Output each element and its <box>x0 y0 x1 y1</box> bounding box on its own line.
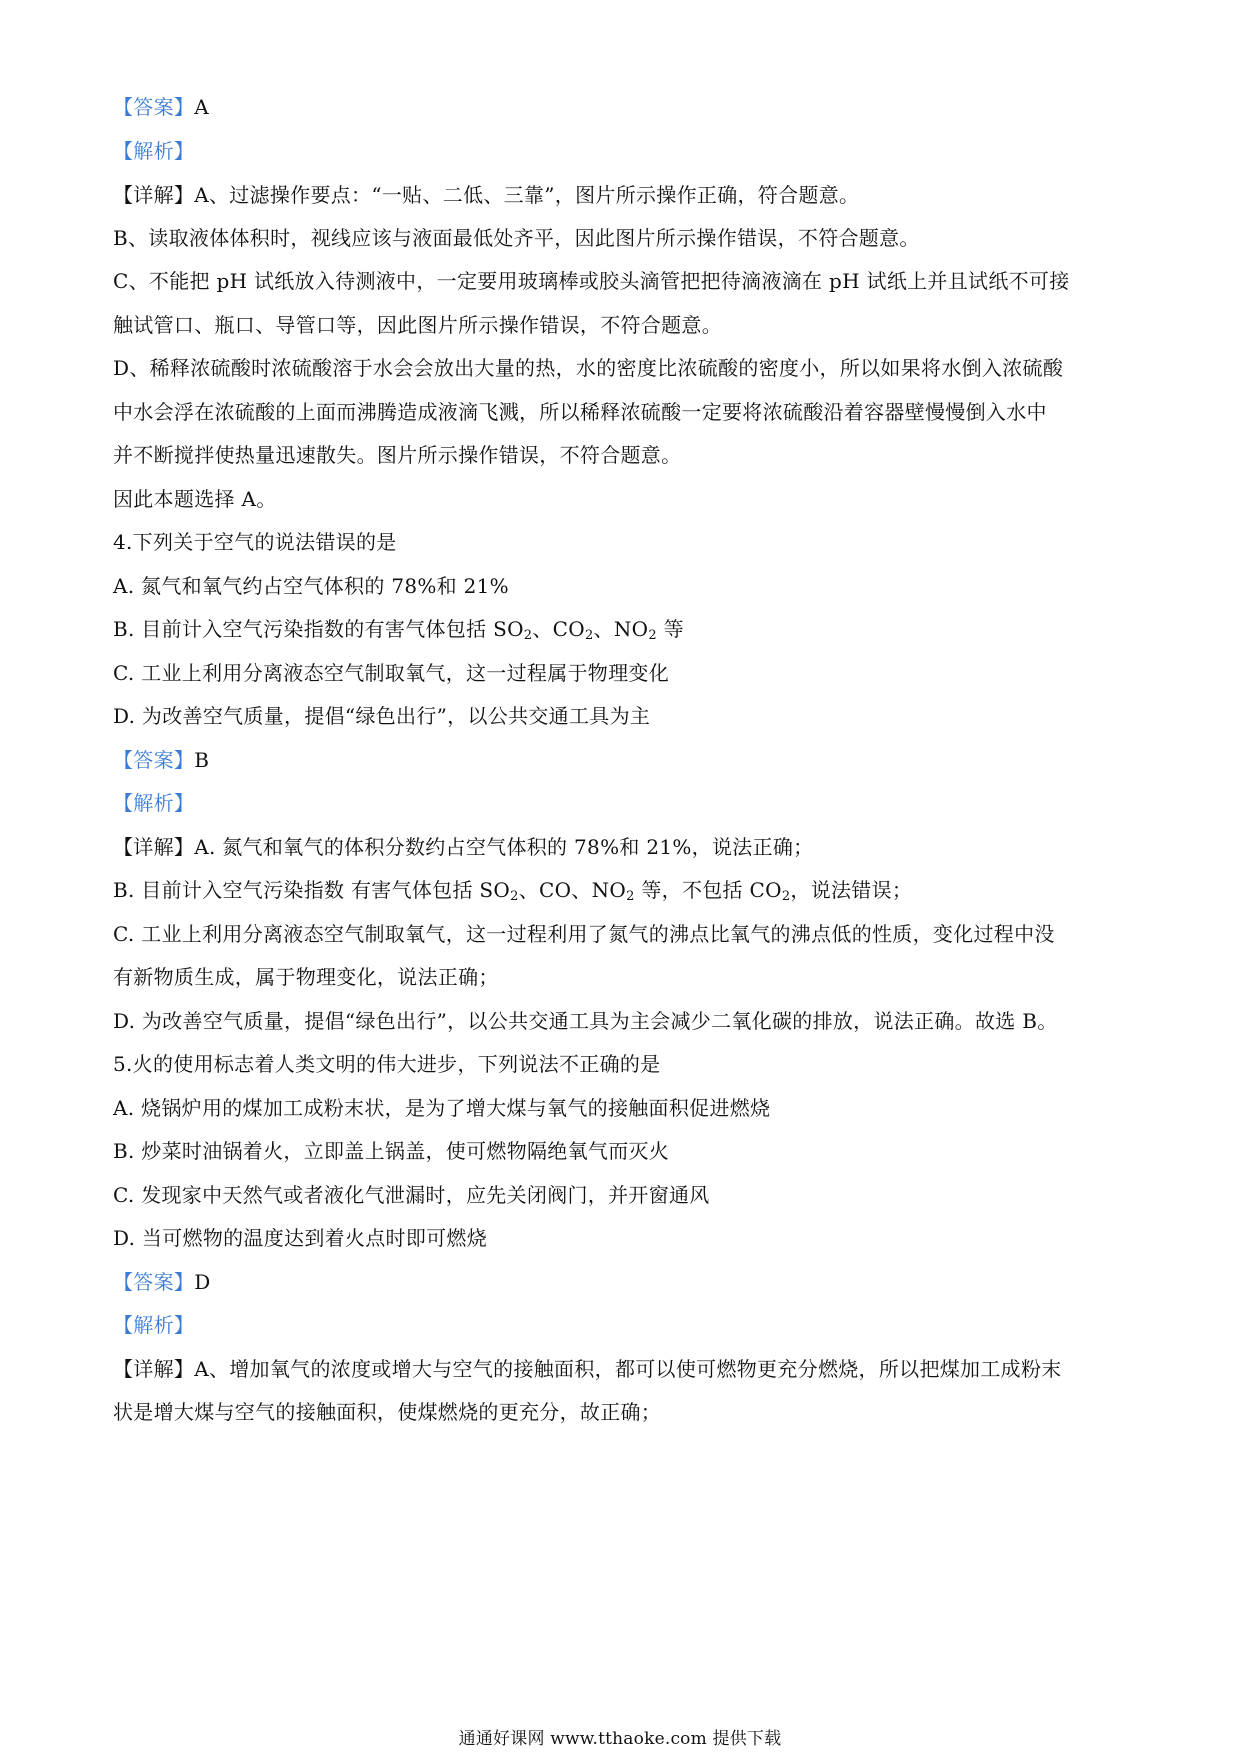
page-footer: 通通好课网 www.tthaoke.com 提供下载 <box>458 1729 782 1749</box>
q4-detail-c-line1: C. 工业上利用分离液态空气制取氧气，这一过程利用了氮气的沸点比氧气的沸点低的性质，变化过程中没 <box>113 922 1055 946</box>
q4-detail-a <box>113 832 1143 862</box>
option-b-text: B. 目前计入空气污染指数的有害气体包括 SO <box>113 617 524 641</box>
q5-detail-a-line1 <box>113 1354 1143 1384</box>
q3-detail-d-line3: 并不断搅拌使热量迅速散失。图片所示操作错误，不符合题意。 <box>113 443 682 467</box>
q3-answer <box>113 92 1143 122</box>
q5-option-d: D. 当可燃物的温度达到着火点时即可燃烧 <box>113 1226 488 1250</box>
q3-analysis <box>113 136 1143 166</box>
subscript: 2 <box>781 889 791 904</box>
q4-stem: 4.下列关于空气的说法错误的是 <box>113 530 397 554</box>
analysis-tag: 【解析】 <box>113 1313 195 1337</box>
option-b-text: 等 <box>656 617 684 641</box>
answer-value: B <box>194 748 210 772</box>
subscript: 2 <box>648 628 657 643</box>
detail-tag: 【详解】 <box>113 183 195 207</box>
detail-tag: 【详解】 <box>113 835 195 859</box>
q4-option-d: D. 为改善空气质量，提倡“绿色出行”，以公共交通工具为主 <box>113 704 651 728</box>
q4-answer <box>113 745 1143 775</box>
q3-detail-d-line1: D、稀释浓硫酸时浓硫酸溶于水会会放出大量的热，水的密度比浓硫酸的密度小，所以如果将水倒入浓硫酸 <box>113 356 1064 380</box>
q3-detail-b: B、读取液体体积时，视线应该与液面最低处齐平，因此图片所示操作错误，不符合题意。 <box>113 226 920 250</box>
analysis-tag: 【解析】 <box>113 139 195 163</box>
q4-option-b <box>113 614 1143 644</box>
q4-detail-c-line2: 有新物质生成，属于物理变化，说法正确； <box>113 965 499 989</box>
subscript: 2 <box>626 889 635 904</box>
q4-option-c: C. 工业上利用分离液态空气制取氧气，这一过程属于物理变化 <box>113 661 670 685</box>
q5-answer <box>113 1267 1143 1297</box>
q4-detail-b <box>113 875 1143 905</box>
answer-tag: 【答案】 <box>113 95 195 119</box>
detail-b-text: 、CO、NO <box>518 878 627 902</box>
subscript: 2 <box>523 628 533 643</box>
detail-text: A. 氮气和氧气的体积分数约占空气体积的 78%和 21%，说法正确； <box>194 835 814 859</box>
answer-value: A <box>194 95 209 119</box>
subscript: 2 <box>510 889 519 904</box>
answer-tag: 【答案】 <box>113 1270 195 1294</box>
q4-detail-d: D. 为改善空气质量，提倡“绿色出行”，以公共交通工具为主会减少二氧化碳的排放，说法正确。故选 B。 <box>113 1009 1058 1033</box>
option-b-text: 、NO <box>593 617 649 641</box>
detail-text: A、过滤操作要点：“一贴、二低、三靠”，图片所示操作正确，符合题意。 <box>194 183 860 207</box>
q4-analysis <box>113 788 1143 818</box>
q3-detail-a <box>113 180 1143 210</box>
detail-b-text: B. 目前计入空气污染指数 有害气体包括 SO <box>113 878 511 902</box>
q5-option-a: A. 烧锅炉用的煤加工成粉末状，是为了增大煤与氧气的接触面积促进燃烧 <box>113 1096 771 1120</box>
answer-tag: 【答案】 <box>113 748 195 772</box>
q4-option-a: A. 氮气和氧气约占空气体积的 78%和 21% <box>113 574 509 598</box>
q3-detail-d-line2: 中水会浮在浓硫酸的上面而沸腾造成液滴飞溅，所以稀释浓硫酸一定要将浓硫酸沿着容器壁慢慢倒入水中 <box>113 400 1047 424</box>
q3-detail-c-line2: 触试管口、瓶口、导管口等，因此图片所示操作错误，不符合题意。 <box>113 313 722 337</box>
q3-detail-c-line1: C、不能把 pH 试纸放入待测液中，一定要用玻璃棒或胶头滴管把把待滴液滴在 pH 试纸上并且试纸不可接 <box>113 269 1070 293</box>
q5-option-b: B. 炒菜时油锅着火，立即盖上锅盖，使可燃物隔绝氧气而灭火 <box>113 1139 670 1163</box>
q5-analysis <box>113 1310 1143 1340</box>
detail-tag: 【详解】 <box>113 1357 195 1381</box>
q5-detail-a-line2: 状是增大煤与空气的接触面积，使煤燃烧的更充分，故正确； <box>113 1400 662 1424</box>
q3-conclusion: 因此本题选择 A。 <box>113 487 277 511</box>
q5-option-c: C. 发现家中天然气或者液化气泄漏时，应先关闭阀门，并开窗通风 <box>113 1183 710 1207</box>
answer-value: D <box>194 1270 211 1294</box>
analysis-tag: 【解析】 <box>113 791 195 815</box>
detail-b-text: 等，不包括 CO <box>634 878 782 902</box>
option-b-text: 、CO <box>532 617 585 641</box>
detail-b-text: ，说法错误； <box>790 878 913 902</box>
subscript: 2 <box>584 628 594 643</box>
q5-stem: 5.火的使用标志着人类文明的伟大进步，下列说法不正确的是 <box>113 1052 661 1076</box>
detail-text: A、增加氧气的浓度或增大与空气的接触面积，都可以使可燃物更充分燃烧，所以把煤加工成粉末 <box>194 1357 1062 1381</box>
